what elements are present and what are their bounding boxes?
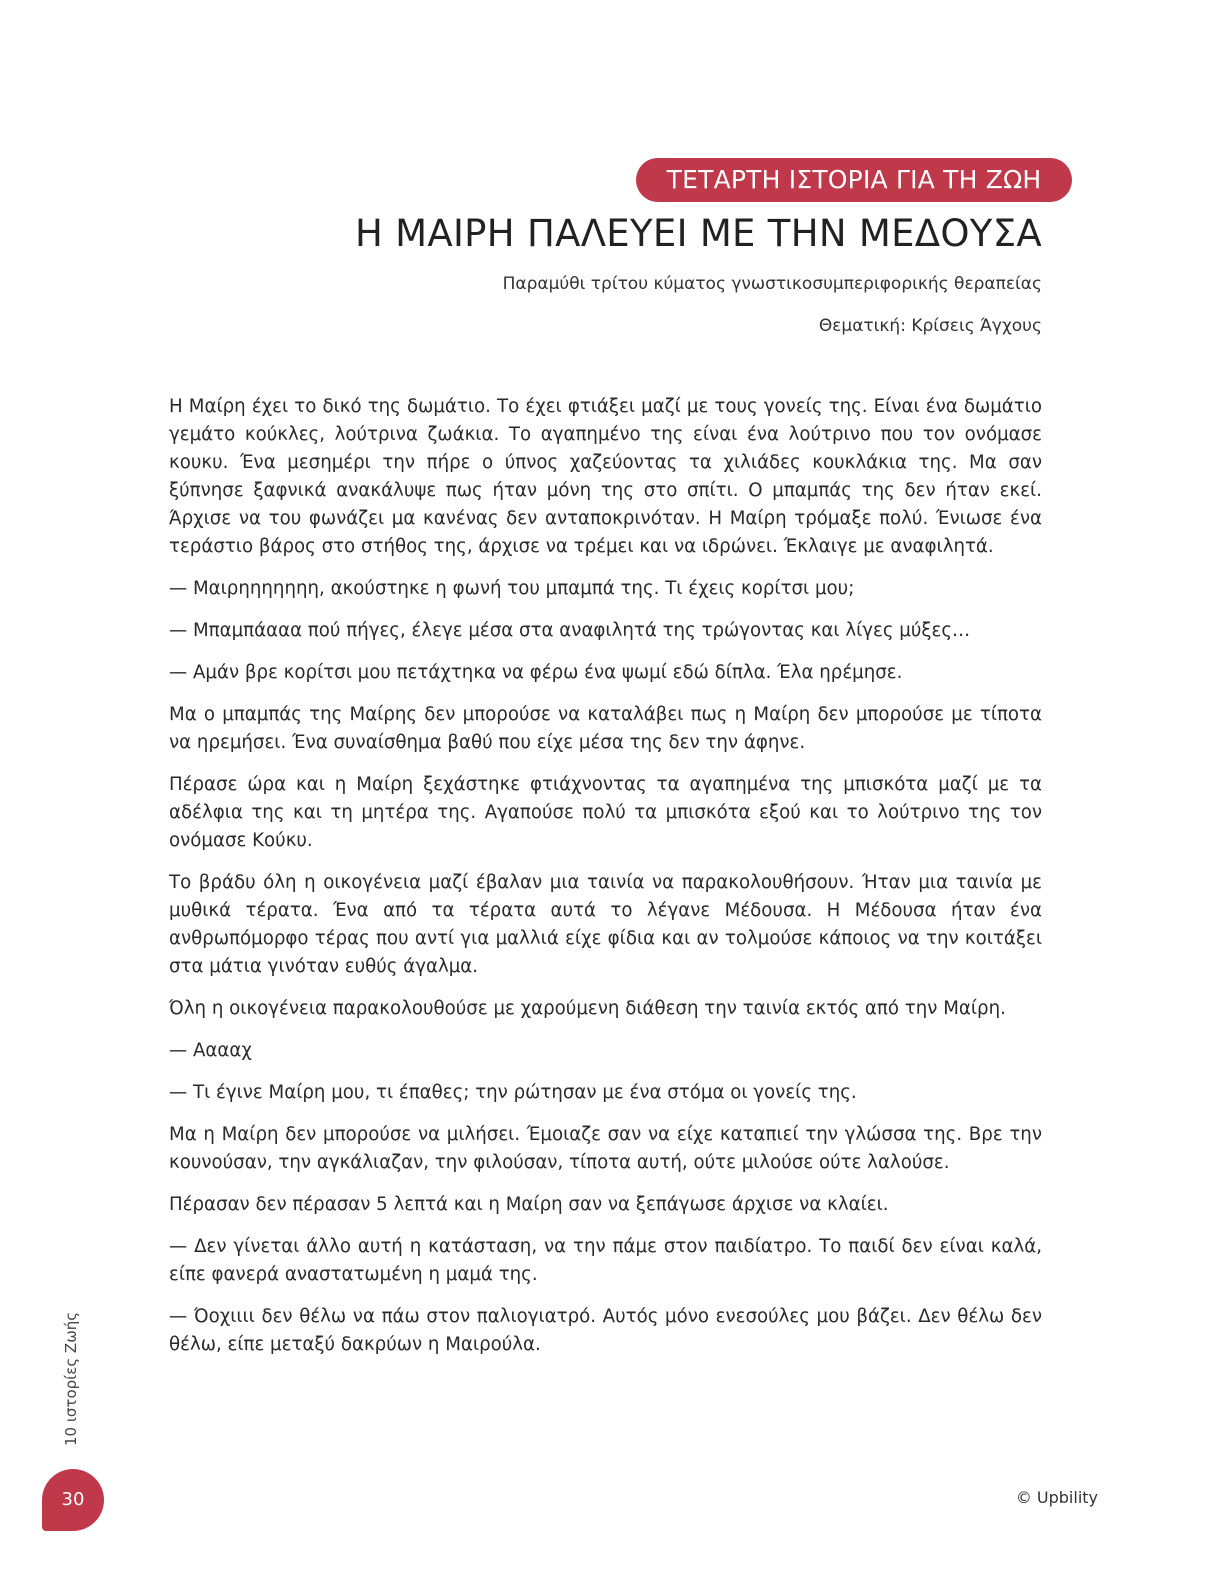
subtitle: Παραμύθι τρίτου κύματος γνωστικοσυμπεριφορικής θεραπείας [502, 274, 1042, 294]
copyright: © Upbility [1015, 1488, 1098, 1507]
paragraph: Όλη η οικογένεια παρακολουθούσε με χαρούμενη διάθεση την ταινία εκτός από την Μαίρη. [169, 998, 1006, 1019]
paragraph: — Ααααχ [169, 1040, 252, 1061]
paragraph: — Όοχιιιι δεν θέλω να πάω στον παλιογιατρό. Αυτός μόνο ενεσούλες μου βάζει. Δεν θέλω δεν θέλω, είπε μεταξύ δακρύων η Μαιρούλα. [169, 1306, 1042, 1355]
paragraph: — Αμάν βρε κορίτσι μου πετάχτηκα να φέρω ένα ψωμί εδώ δίπλα. Έλα ηρέμησε. [169, 662, 903, 683]
story-badge: ΤΕΤΑΡΤΗ ΙΣΤΟΡΙΑ ΓΙΑ ΤΗ ΖΩΗ [636, 158, 1072, 202]
book-side-label: 10 ιστορίες Ζωής [62, 1311, 80, 1446]
paragraph: Πέρασε ώρα και η Μαίρη ξεχάστηκε φτιάχνοντας τα αγαπημένα της μπισκότα μαζί με τα αδέλφια της και τη μητέρα της. Αγαπούσε πολύ τα μπισκότα εξού και το λούτρινο της τον ονόμασε Κούκυ. [169, 774, 1042, 851]
paragraph: — Μπαμπάααα πού πήγες, έλεγε μέσα στα αναφιλητά της τρώγοντας και λίγες μύξες… [169, 620, 971, 641]
paragraph: — Δεν γίνεται άλλο αυτή η κατάσταση, να την πάμε στον παιδίατρο. Το παιδί δεν είναι καλά, είπε φανερά αναστατωμένη η μαμά της. [169, 1236, 1042, 1285]
paragraph: Πέρασαν δεν πέρασαν 5 λεπτά και η Μαίρη σαν να ξεπάγωσε άρχισε να κλαίει. [169, 1194, 889, 1215]
paragraph: — Τι έγινε Μαίρη μου, τι έπαθες; την ρώτησαν με ένα στόμα οι γονείς της. [169, 1082, 857, 1103]
paragraph: Μα η Μαίρη δεν μπορούσε να μιλήσει. Έμοιαζε σαν να είχε καταπιεί την γλώσσα της. Βρε την κουνούσαν, την αγκάλιαζαν, την φιλούσαν, τίποτα αυτή, ούτε μιλούσε ούτε λαλούσε. [169, 1124, 1042, 1173]
paragraph: — Μαιρηηηηηηη, ακούστηκε η φωνή του μπαμπά της. Τι έχεις κορίτσι μου; [169, 578, 855, 599]
story-body [169, 393, 1042, 1373]
page-number-badge: 30 [42, 1469, 104, 1531]
page-title: Η ΜΑΙΡΗ ΠΑΛΕΥΕΙ ΜΕ ΤΗΝ ΜΕΔΟΥΣΑ [354, 212, 1042, 255]
theme-label: Θεματική: Κρίσεις Άγχους [818, 316, 1042, 336]
paragraph: Η Μαίρη έχει το δικό της δωμάτιο. Το έχει φτιάξει μαζί με τους γονείς της. Είναι ένα δωμάτιο γεμάτο κούκλες, λούτρινα ζωάκια. Το αγαπημένο της είναι ένα λούτρινο που τον ονόμασε κουκυ. Ένα μεσημέρι την πήρε ο ύπνος χαζεύοντας τα χιλιάδες κουκλάκια της. Μα σαν ξύπνησε ξαφνικά ανακάλυψε πως ήταν μόνη της στο σπίτι. Ο μπαμπάς της δεν ήταν εκεί. Άρχισε να του φωνάζει μα κανένας δεν ανταποκρινόταν. Η Μαίρη τρόμαξε πολύ. Ένιωσε ένα τεράστιο βάρος στο στήθος της, άρχισε να τρέμει και να ιδρώνει. Έκλαιγε με αναφιλητά. [169, 396, 1042, 557]
paragraph: Μα ο μπαμπάς της Μαίρης δεν μπορούσε να καταλάβει πως η Μαίρη δεν μπορούσε με τίποτα να ηρεμήσει. Ένα συναίσθημα βαθύ που είχε μέσα της δεν την άφηνε. [169, 704, 1042, 753]
paragraph: Το βράδυ όλη η οικογένεια μαζί έβαλαν μια ταινία να παρακολουθήσουν. Ήταν μια ταινία με μυθικά τέρατα. Ένα από τα τέρατα αυτά το λέγανε Μέδουσα. Η Μέδουσα ήταν ένα ανθρωπόμορφο τέρας που αντί για μαλλιά είχε φίδια και αν τολμούσε κάποιος να την κοιτάξει στα μάτια γινόταν ευθύς άγαλμα. [169, 872, 1042, 977]
